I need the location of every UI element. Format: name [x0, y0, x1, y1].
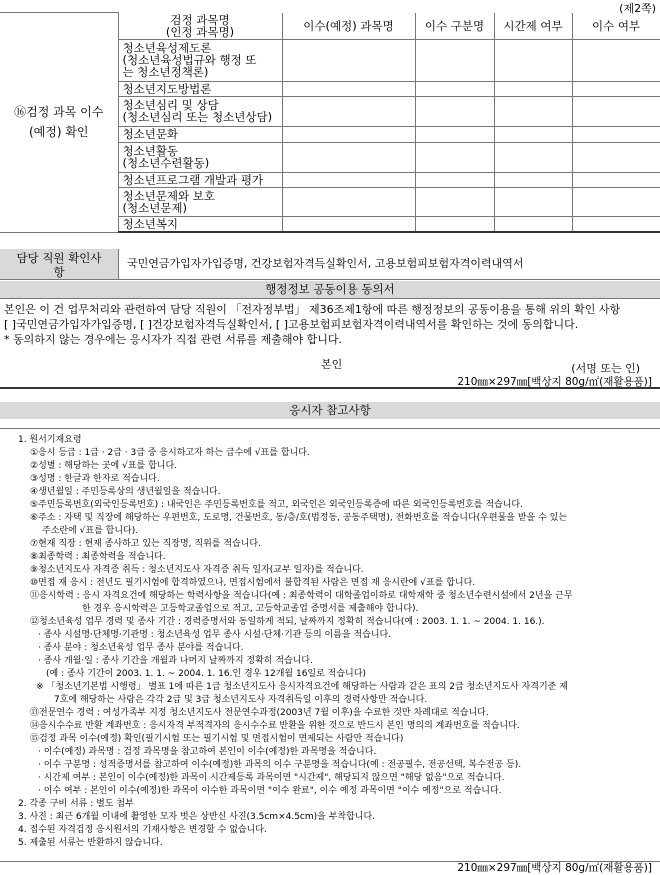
timed-field[interactable] — [494, 187, 572, 216]
note-line: 주소란에 √표를 합니다). — [42, 526, 139, 536]
status-field[interactable] — [572, 39, 660, 81]
note-line: ⑭응시수수료 반환 계좌번호 : 응시자격 부적격자의 응시수수료 반환을 위한 것으로 반드시 본인 명의의 계좌번호를 적습니다. — [30, 721, 520, 731]
note-line: · 종사 개월·일 : 종사 기간을 개월과 나머지 날짜까지 정확히 적습니다. — [38, 656, 313, 666]
note-line: 7호에 해당하는 사람은 각각 2급 및 3급 청소년지도사 자격취득일 이후의 경력사항만 적습니다. — [54, 695, 428, 705]
note-line: ⑨청소년지도사 자격증 취득 : 청소년지도사 자격증 취득 일자(교부 일자)를 적습니다. — [30, 565, 364, 575]
note-line: 4. 접수된 자격검정 응시원서의 기재사항은 변경할 수 없습니다. — [18, 825, 267, 835]
status-field[interactable] — [572, 187, 660, 216]
course-name: 청소년문제와 보호 (청소년문제) — [118, 187, 282, 216]
status-field[interactable] — [572, 81, 660, 96]
completed-course-field[interactable] — [282, 187, 415, 216]
note-line: · 종사 시설명·단체명·기관명 : 청소년육성 업무 종사 시설·단체·기관 등의 이름을 적습니다. — [38, 630, 392, 640]
timed-field[interactable] — [494, 96, 572, 126]
note-line: · 이수(예정) 과목명 : 검정 과목명을 참고하여 본인이 이수(예정)한 과목명을 적습니다. — [38, 747, 377, 757]
completed-course-field[interactable] — [282, 142, 415, 172]
note-line: ⑮검정 과목 이수(예정) 확인(필기시험 또는 필기시험 및 면접시험이 면제되는 사람만 적습니다) — [30, 734, 404, 744]
course-name: 청소년프로그램 개발과 평가 — [118, 172, 282, 187]
course-name: 청소년심리 및 상담 (청소년심리 또는 청소년상담) — [118, 96, 282, 126]
consent-text — [4, 302, 656, 347]
header-timed-enrollment: 시간제 여부 — [494, 13, 572, 40]
note-line: ⑪응시학력 : 응시 자격요건에 해당하는 학력사항을 적습니다(예 : 최종학력이 대학졸업이하로 대학재학 중 청소년수련시설에서 2년을 근무 — [30, 591, 573, 601]
paper-size-note: 210㎜×297㎜[백상지 80g/㎡(재활용품)] — [457, 862, 652, 874]
timed-field[interactable] — [494, 142, 572, 172]
staff-verification-row — [0, 249, 660, 280]
category-field[interactable] — [415, 216, 494, 232]
timed-field[interactable] — [494, 216, 572, 232]
notes-body — [0, 428, 660, 862]
header-subject: 검정 과목명 (인정 과목명) — [118, 13, 282, 40]
timed-field[interactable] — [494, 39, 572, 81]
completed-course-field[interactable] — [282, 126, 415, 142]
status-field[interactable] — [572, 142, 660, 172]
consent-note: * 동의하지 않는 경우에는 응시자가 직접 관련 서류를 제출해야 합니다. — [4, 333, 342, 346]
completed-course-field[interactable] — [282, 172, 415, 187]
note-line: · 이수 여부 : 본인이 이수(예정)한 과목이 이수한 과목이면 "이수 완료", 이수 예정 과목이면 "이수 예정"으로 적습니다. — [38, 786, 502, 796]
completed-course-field[interactable] — [282, 39, 415, 81]
note-line: 3. 사진 : 최근 6개월 이내에 촬영한 모자 벗은 상반신 사진(3.5cm×4.5cm)을 부착합니다. — [18, 812, 376, 822]
signer-label: 본인 — [321, 358, 343, 371]
note-line: ⑤주민등록번호(외국인등록번호) : 내국인은 주민등록번호를 적고, 외국인은 외국인등록증에 따른 외국인등록번호를 적습니다. — [30, 500, 523, 510]
staff-verification-items: 국민연금가입자가입증명, 건강보험자격득실확인서, 고용보험피보험자격이력내역서 — [127, 257, 524, 270]
category-field[interactable] — [415, 39, 494, 81]
course-name: 청소년지도방법론 — [118, 81, 282, 96]
note-line: 1. 원서기재요령 — [18, 435, 82, 445]
paper-size-note: 210㎜×297㎜[백상지 80g/㎡(재활용품)] — [457, 376, 652, 388]
category-field[interactable] — [415, 142, 494, 172]
page-number: (제2쪽) — [619, 2, 656, 15]
course-name: 청소년문화 — [118, 126, 282, 142]
completed-course-field[interactable] — [282, 96, 415, 126]
note-line: ⑩면접 재 응시 : 전년도 필기시험에 합격하였으나, 면접시험에서 불합격된 사람은 면접 재 응시란에 √표를 합니다. — [30, 578, 476, 588]
note-line: 5. 제출된 서류는 반환하지 않습니다. — [18, 838, 163, 848]
signature-row — [0, 354, 660, 374]
course-name: 청소년육성제도론 (청소년육성법규와 행정 또 는 청소년정책론) — [118, 39, 282, 81]
note-line: ④생년월일 : 주민등록상의 생년월일을 적습니다. — [30, 487, 221, 497]
staff-verification-label: 담당 직원 확인사 항 — [0, 249, 119, 279]
note-line: 2. 각종 구비 서류 : 별도 첨부 — [18, 799, 134, 809]
category-field[interactable] — [415, 126, 494, 142]
consent-title: 행정정보 공동이용 동의서 — [0, 281, 660, 299]
status-field[interactable] — [572, 126, 660, 142]
note-line: ⑫청소년육성 업무 경력 및 종사 기간 : 경력증명서와 동일하게 적되, 날짜까지 정확히 적습니다(예 : 2003. 1. 1. ~ 2004. 1. 16.). — [30, 617, 545, 627]
note-line: ※ 「청소년기본법 시행령」 별표 1에 따른 1급 청소년지도사 응시자격요건에 해당하는 사람과 같은 표의 2급 청소년지도사 자격기준 제 — [36, 682, 568, 692]
note-line: · 이수 구분명 : 성적증명서를 참고하여 이수(예정)한 과목의 이수 구분명을 적습니다(예 : 전공필수, 전공선택, 복수전공 등). — [38, 760, 522, 770]
timed-field[interactable] — [494, 172, 572, 187]
header-course-category: 이수 구분명 — [415, 13, 494, 40]
status-field[interactable] — [572, 216, 660, 232]
consent-line: [ ]국민연금가입자가입증명, [ ]건강보험자격득실확인서, [ ]고용보험피보험자격이력내역서를 확인하는 것에 동의합니다. — [4, 318, 579, 331]
note-line: ①응시 등급 : 1급 · 2급 · 3급 중 응시하고자 하는 급수에 √표를 합니다. — [30, 448, 310, 458]
category-field[interactable] — [415, 172, 494, 187]
header-completion-status: 이수 여부 — [572, 13, 660, 40]
completed-course-field[interactable] — [282, 216, 415, 232]
note-line: ⑦현재 직장 : 현재 종사하고 있는 직장명, 직위를 적습니다. — [30, 539, 261, 549]
category-field[interactable] — [415, 81, 494, 96]
course-check-row-header — [0, 13, 118, 233]
note-line: ⑬전문연수 경력 : 여성가족부 지정 청소년지도사 전문연수과정(2003년 7월 이후)을 수료한 것만 차례대로 적습니다. — [30, 708, 489, 718]
status-field[interactable] — [572, 172, 660, 187]
consent-line: 본인은 이 건 업무처리와 관련하여 담당 직원이 「전자정부법」 제36조제1항에 따른 행정정보의 공동이용을 통해 위의 확인 사항 — [4, 303, 621, 316]
note-line: ⑧최종학력 : 최종학력을 적습니다. — [30, 552, 166, 562]
category-field[interactable] — [415, 96, 494, 126]
divider — [0, 387, 660, 389]
signature-field[interactable]: (서명 또는 인) — [571, 362, 640, 375]
course-name: 청소년활동 (청소년수련활동) — [118, 142, 282, 172]
timed-field[interactable] — [494, 126, 572, 142]
notes-title: 응시자 참고사항 — [0, 402, 660, 419]
row-header-line: (예정) 확인 — [28, 125, 89, 140]
header-completed-course: 이수(예정) 과목명 — [282, 13, 415, 40]
timed-field[interactable] — [494, 81, 572, 96]
note-line: (예 : 종사 기간이 2003. 1. 1. ~ 2004. 1. 16.인 경우 12개월 16일로 적습니다) — [46, 669, 366, 679]
note-line: · 종사 분야 : 청소년육성 업무 종사 분야를 적습니다. — [38, 643, 244, 653]
status-field[interactable] — [572, 96, 660, 126]
completed-course-field[interactable] — [282, 81, 415, 96]
course-table-header-row — [0, 13, 660, 40]
course-name: 청소년복지 — [118, 216, 282, 232]
note-line: 한 경우 응시학력은 고등학교졸업으로 적고, 고등학교졸업 증명서를 제출해야 합니다). — [82, 604, 419, 614]
row-header-line: ⑯검정 과목 이수 — [14, 105, 104, 120]
course-completion-table — [0, 12, 660, 233]
note-line: ⑥주소 : 자택 및 직장에 해당하는 우편번호, 도로명, 건물번호, 동/층/호(법정동, 공동주택명), 전화번호를 적습니다(우편물을 받을 수 있는 — [30, 513, 568, 523]
category-field[interactable] — [415, 187, 494, 216]
note-line: ②성별 : 해당하는 곳에 √표를 합니다. — [30, 461, 178, 471]
note-line: · 시간제 여부 : 본인이 이수(예정)한 과목이 시간제등록 과목이면 "시간제", 해당되지 않으면 "해당 없음"으로 적습니다. — [38, 773, 505, 783]
note-line: ③성명 : 한글과 한자로 적습니다. — [30, 474, 160, 484]
